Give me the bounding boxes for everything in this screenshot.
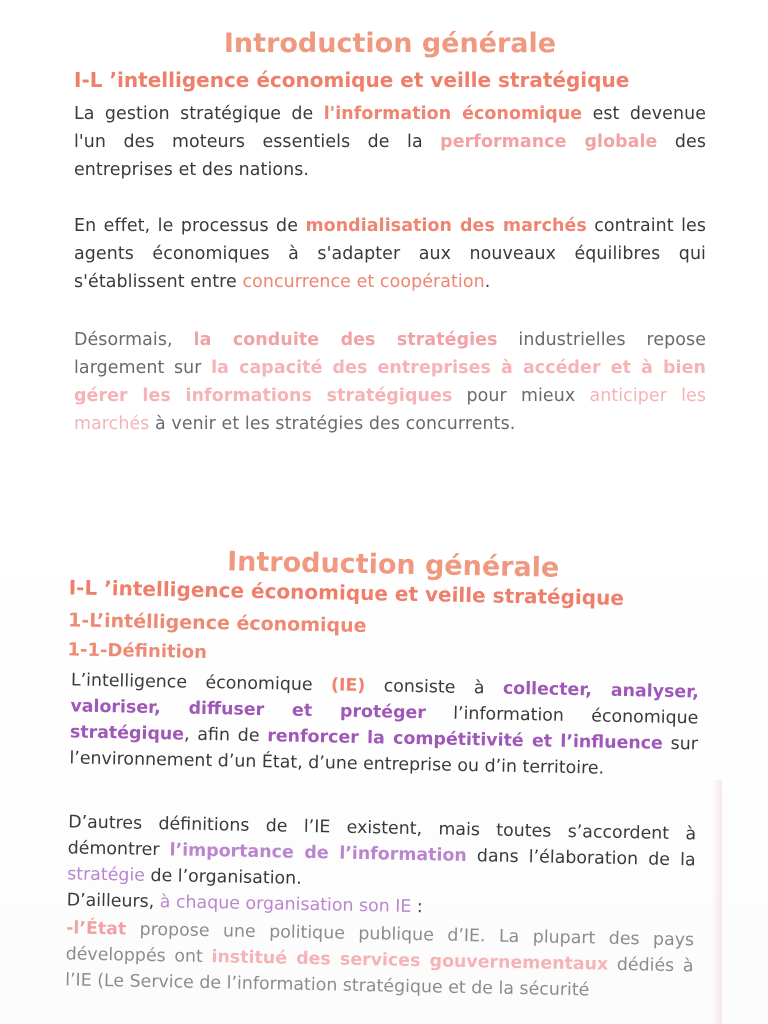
highlight: l'information économique <box>323 104 583 124</box>
other-definitions-paragraph <box>67 809 696 899</box>
text: est devenue l'un des moteurs essentiels de la <box>74 104 707 152</box>
text: industrielles repose largement sur <box>74 330 707 378</box>
highlight: collecter, analyser, valoriser, diffuser et protéger <box>70 678 700 724</box>
text: l’information économique <box>425 703 699 729</box>
highlight: concurrence et coopération <box>242 272 485 292</box>
definition-paragraph <box>69 667 699 783</box>
paragraph-3 <box>74 326 706 438</box>
highlight: renforcer la compétitivité et l’influence <box>267 726 664 754</box>
text: pour mieux <box>452 386 590 406</box>
highlight: performance globale <box>440 132 658 152</box>
text: Désormais, <box>74 330 194 350</box>
page-title: Introduction générale <box>226 546 560 584</box>
highlight: -l’État <box>65 918 127 940</box>
text: : <box>411 896 423 918</box>
definition-heading: 1-1-Définition <box>67 639 208 663</box>
highlight: institué des services gouvernementaux <box>211 947 609 975</box>
highlight: la capacité des entreprises à accéder et à bien gérer les informations stratégiques <box>74 358 706 406</box>
page-2-content <box>0 520 768 1001</box>
text: sur l’environnement d’un État, d’une entreprise ou d’in territoire. <box>69 733 699 779</box>
text: dédiés à l’IE (Le Service de l’information stratégique et de la sécurité <box>64 954 694 1001</box>
page-title: Introduction générale <box>223 28 557 59</box>
text: consiste à <box>365 676 504 699</box>
page-edge-shadow <box>712 780 722 1024</box>
highlight: l’importance de l’information <box>169 840 467 867</box>
text: à venir et les stratégies des concurrents. <box>149 414 516 434</box>
text: propose une politique publique d’IE. La plupart des pays développés ont <box>65 919 695 968</box>
highlight: stratégie <box>67 864 146 886</box>
highlight: à chaque organisation son IE <box>159 892 412 917</box>
paragraph-2 <box>74 212 706 296</box>
text: L’intelligence économique <box>70 670 332 696</box>
highlight: stratégique <box>69 722 185 745</box>
paragraph-1 <box>74 100 706 184</box>
text: La gestion stratégique de <box>74 104 324 124</box>
text: , afin de <box>183 724 268 747</box>
text: . <box>484 272 491 292</box>
state-paragraph <box>65 915 694 1005</box>
text: de l’organisation. <box>144 865 302 889</box>
page-2 <box>0 520 768 1024</box>
highlight: (IE) <box>330 675 366 697</box>
text: D’autres définitions de l’IE existent, mais toutes s’accordent à démontrer <box>67 812 697 861</box>
text: contraint les agents économiques à s'adapter aux nouveaux équilibres qui s'établissent entre <box>74 216 707 292</box>
text: En effet, le processus de <box>74 216 306 236</box>
text: dans l’élaboration de la <box>466 846 696 871</box>
highlight: mondialisation des marchés <box>305 216 587 236</box>
text: des entreprises et des nations. <box>74 132 706 180</box>
highlight: la conduite des stratégies <box>193 330 498 350</box>
section-heading: I-L ’intelligence économique et veille stratégique <box>74 68 630 92</box>
highlight: anticiper les marchés <box>74 386 707 434</box>
section-heading: I-L ’intelligence économique et veille stratégique <box>68 575 625 610</box>
subsection-heading: 1-L’intélligence économique <box>67 609 367 638</box>
text: D’ailleurs, <box>66 890 160 913</box>
